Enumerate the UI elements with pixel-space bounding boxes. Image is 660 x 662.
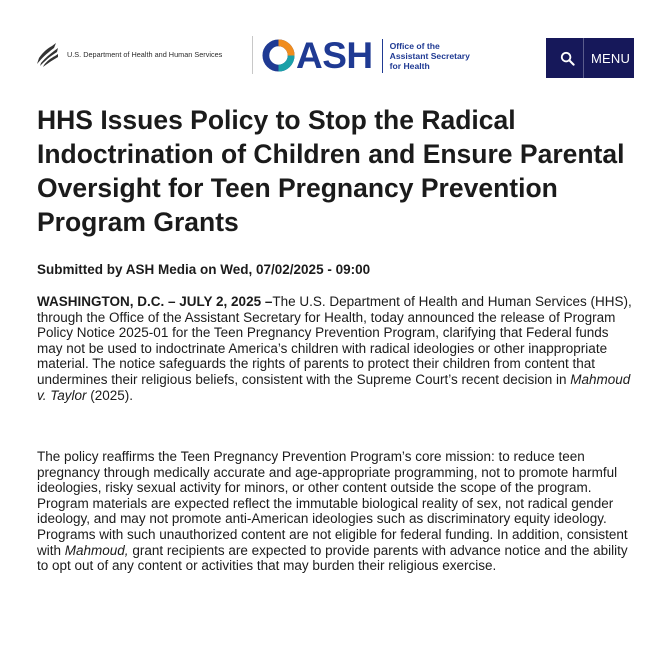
oash-o-ring-icon: [262, 39, 295, 72]
oash-letters: ASH: [296, 35, 373, 76]
hhs-label: U.S. Department of Health and Human Services: [67, 49, 223, 59]
article-paragraph: [37, 294, 637, 403]
oash-subtitle-line: for Health: [389, 60, 430, 71]
hhs-logo-link[interactable]: [34, 40, 222, 68]
paragraph-text: The policy reaffirms the Teen Pregnancy Prevention Program’s core mission: to reduce teen pregnancy through medically accurate and age-appropriate programming, not to promote harmful ideologies, risky sexual activity for minors, or other content outside the scope of the program. Program materials are expected reflect the immutable biological reality of sex, not radical gender ideology, and may not promote anti-American ideologies such as discriminatory equity ideology. Programs with such unauthorized content are not eligible for federal funding. In addition, consistent with: [37, 449, 628, 558]
case-name: Mahmoud v. Taylor: [37, 371, 631, 403]
search-menu-button[interactable]: [546, 38, 634, 78]
menu-divider: [583, 38, 584, 78]
hhs-eagle-icon: [34, 40, 60, 68]
oash-logo-link[interactable]: [262, 37, 470, 74]
case-reference: Mahmoud,: [64, 542, 129, 558]
header-divider: [252, 36, 253, 74]
menu-label[interactable]: MENU: [591, 50, 631, 66]
paragraph-text: The U.S. Department of Health and Human Services (HHS), through the Office of the Assistant Secretary for Health, today announced the release of Program Policy Notice 2025-01 for the Teen Pregnancy Prevention Program, clarifying that Federal funds may not be used to indoctrinate America’s children with radical ideologies or other inappropriate material. The notice safeguards the rights of parents to protect their children from content that undermines their religious beliefs, consistent with the Supreme Court’s recent decision in: [37, 294, 632, 387]
oash-divider: [382, 39, 383, 73]
search-icon[interactable]: [560, 51, 575, 66]
oash-subtitle-line: Assistant Secretary: [389, 50, 470, 61]
submitted-byline: Submitted by ASH Media on Wed, 07/02/2025 - 09:00: [37, 262, 371, 277]
page-title: HHS Issues Policy to Stop the Radical Indoctrination of Children and Ensure Parental Oversight for Teen Pregnancy Prevention Program Grants: [37, 105, 625, 237]
oash-wordmark: [262, 37, 373, 74]
paragraph-text-tail: grant recipients are expected to provide parents with advance notice and the ability to opt out of any content or activities that may burden their religious exercise.: [37, 542, 628, 574]
site-header: [0, 0, 660, 90]
oash-subtitle: [390, 41, 470, 71]
case-year: (2025).: [86, 387, 134, 403]
dateline: WASHINGTON, D.C. – JULY 2, 2025 –: [37, 294, 273, 309]
article-paragraph: [37, 449, 637, 574]
oash-subtitle-line: Office of the: [389, 40, 440, 51]
